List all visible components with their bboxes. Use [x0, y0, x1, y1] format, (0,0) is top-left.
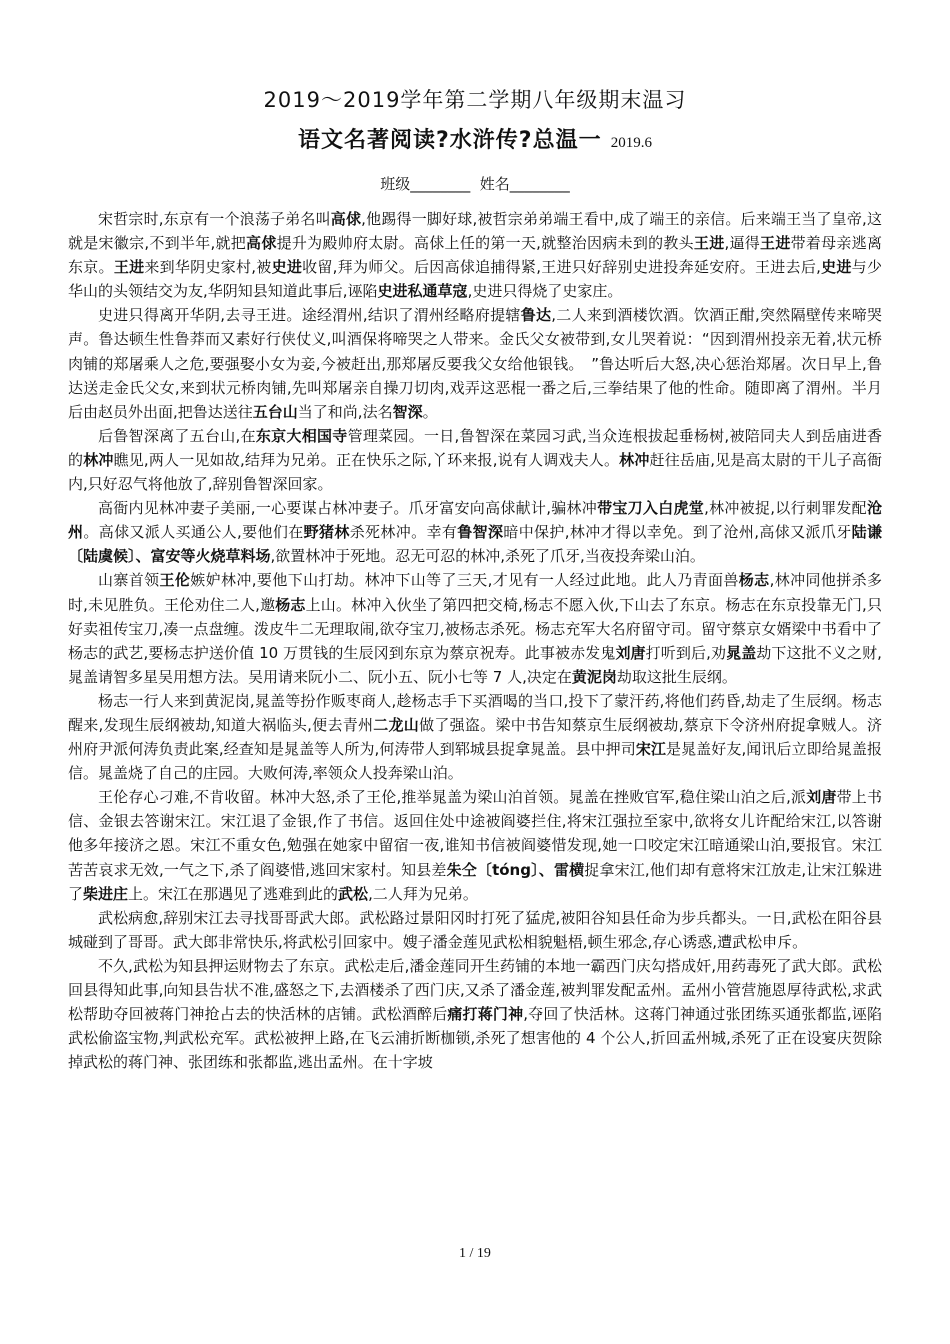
bold-term: 刘唐	[615, 643, 646, 662]
class-field: 班级________	[380, 175, 471, 193]
text-run: 后鲁智深离了五台山,在	[98, 426, 256, 445]
bold-term: 柴进庄	[83, 884, 129, 903]
text-run: 暗中保护,林冲才得以幸免。到了沧州,高俅又派爪牙	[503, 523, 852, 542]
text-run: 山寨首领	[98, 571, 160, 590]
text-run: 劫取这批生辰纲。	[616, 667, 737, 686]
text-run: 上山。林冲入伙坐了第四把交椅,杨志不愿入伙,下山去了东京。杨志在东京投靠无门,只好卖祖传宝刀,凑一点盘缠。泼皮牛二无理取闹,欲夺宝刀,被杨志杀死。杨志充军大名府留守司。留守蔡京女婿梁中书看中了杨志的武艺,要杨志护送价值 10 万贯钱的生辰冈到东京为蔡京祝寿。此事被赤发鬼	[68, 595, 882, 662]
text-run: 做了强盗。梁中书告知蔡京生辰纲被劫,蔡京下令济州府捉拿贼人。济州府尹派何涛负责此案,经查知是晁盖等人所为,何涛带人到郓城县捉拿晁盖。县中押司	[68, 715, 882, 759]
text-run: 史进只得离开华阴,去寻王进。途经渭州,结识了渭州经略府提辖	[98, 306, 521, 325]
text-run: 。高俅又派人买通公人,要他们在	[83, 523, 304, 542]
paragraph	[68, 207, 882, 303]
text-run: ,林冲被捉,以行刺罪发配	[704, 499, 867, 518]
bold-term: 王进	[760, 234, 791, 253]
text-run: ,史进只得烧了史家庄。	[467, 282, 623, 301]
text-run: ,他踢得一脚好球,被哲宗弟弟端王看中,成了端王的亲信。后来端王当了皇帝,这就是宋徽宗,不到半年,就把	[68, 210, 882, 253]
bold-term: 林冲	[619, 450, 650, 469]
bold-term: 王伦	[159, 571, 191, 590]
document-subtitle-line	[0, 123, 950, 154]
text-run: 上。宋江在那遇见了逃难到此的	[128, 884, 339, 903]
document-date: 2019.6	[610, 135, 652, 151]
text-run: 捉拿宋江,他们却有意将宋江放走,让宋江躲进了	[68, 860, 882, 903]
page-number: 1 / 19	[459, 1246, 491, 1261]
text-run: 来到华阴史家村,被	[144, 258, 272, 277]
text-run: ,逼得	[724, 234, 761, 253]
text-run: ,林冲同他拼杀多时,未见胜负。王伦劝住二人,邀	[68, 571, 882, 614]
text-run: 嫉妒林冲,要他下山打劫。林冲下山等了三天,才见有一人经过此地。此人乃青面兽	[190, 571, 739, 590]
paragraph	[68, 568, 882, 688]
bold-term: 高俅	[330, 210, 362, 228]
bold-term: 王进	[113, 258, 145, 277]
bold-term: 痛打蒋门神	[447, 1005, 524, 1024]
paragraph	[68, 303, 882, 423]
text-run: 王伦存心刁难,不肯收留。林冲大怒,杀了王伦,推举晁盖为梁山泊首领。晁盖在挫败官军,稳住梁山泊之后,派	[98, 788, 807, 807]
text-run: 杀死林冲。幸有	[349, 523, 458, 542]
bold-term: 杨志	[738, 571, 770, 590]
paragraph	[68, 906, 882, 954]
text-run: 提升为殿帅府太尉。高俅上任的第一天,就整治因病未到的教头	[276, 234, 694, 253]
bold-term: 史进	[820, 258, 852, 277]
text-run: 不久,武松为知县押运财物去了东京。武松走后,潘金莲同开生药铺的本地一霸西门庆勾搭成奸,用药毒死了武大郎。武松回县得知此事,向知县告状不准,盛怒之下,去酒楼杀了西门庆,又杀了潘金莲,被判罪发配孟州。孟州小管营施恩厚待武松,求武松帮助夺回被蒋门神抢占去的快活林的店铺。武松酒醉后	[68, 956, 882, 1024]
class-name-line	[0, 173, 950, 194]
text-run: ,欲置林冲于死地。忍无可忍的林冲,杀死了爪牙,当夜投奔梁山泊。	[270, 547, 705, 566]
bold-term: 鲁达	[520, 306, 552, 325]
paragraph	[68, 689, 882, 785]
document-title: 2019～2019学年第二学期八年级期末温习	[263, 88, 687, 112]
text-run: 。	[422, 402, 438, 421]
text-run: 杨志一行人来到黄泥岗,晁盖等扮作贩枣商人,趁杨志手下买酒喝的当口,投下了蒙汗药,将他们药昏,劫走了生辰纲。杨志醒来,发现生辰纲被劫,知道大祸临头,便去青州	[68, 691, 882, 734]
bold-term: 史进私通草寇	[377, 282, 468, 301]
text-run: 赶往岳庙,见是高太尉的干儿子高衙内,只好忍气将他放了,辞别鲁智深回家。	[68, 450, 882, 494]
text-run: ,夺回了快活林。这蒋门神通过张团练买通张都监,诬陷武松偷盗宝物,判武松充军。武松被押上路,在飞云浦折断枷锁,杀死了想害他的 4 个公人,折回孟州城,杀死了正在设宴庆贺除掉武松的蒋门神、张团练和张都监,逃出孟州。在十字坡	[68, 1005, 882, 1072]
bold-term: 鲁智深	[457, 523, 504, 542]
text-run: 带上书信、金银去答谢宋江。宋江退了金银,作了书信。返回住处中途被阎婆拦住,将宋江强拉至家中,欲将女儿许配给宋江,以答谢他多年接济之恩。宋江不重女色,勉强在她家中留宿一夜,谁知书信被阎婆惜发现,她一口咬定宋江暗通梁山泊,要报官。宋江苦苦哀求无效,一气之下,杀了阎婆惜,逃回宋家村。知县差	[68, 788, 882, 879]
bold-term: 刘唐	[806, 788, 837, 807]
bold-term: 二龙山	[373, 715, 420, 734]
text-run: 与少华山的头领结交为友,华阴知县知道此事后,诬陷	[68, 258, 882, 301]
bold-term: 野猪林	[303, 523, 350, 542]
document-body	[68, 207, 882, 1074]
paragraph	[68, 496, 882, 568]
paragraph	[68, 424, 882, 496]
paragraph	[68, 785, 882, 905]
text-run: 当了和尚,法名	[297, 402, 393, 421]
bold-term: 带宝刀入白虎堂	[597, 499, 705, 518]
text-run: ,二人来到酒楼饮酒。饮酒正酣,突然隔壁传来啼哭声。鲁达顿生性鲁莽而又素好行侠仗义,叫酒保将啼哭之人带来。金氏父女被带到,女儿哭着说：“因到渭州投亲无着,状元桥肉铺的郑屠乘人之危,要强娶小女为妾,今被赶出,那郑屠反要我父女给他银钱。 ”鲁达听后大怒,决心惩治郑屠。次日早上,鲁达送走金氏父女,来到状元桥肉铺,先叫郑屠亲自操刀切肉,戏弄这恶棍一番之后,三拳结果了他的性命。随即离了渭州。半月后由赵员外出面,把鲁达送往	[68, 306, 882, 421]
text-run: 劫下这批不义之财,晁盖请智多星吴用想方法。吴用请来阮小二、阮小五、阮小七等 7 人,决定在	[68, 643, 882, 686]
bold-term: 沧州	[68, 499, 882, 542]
bold-term: 陆谦〔陆虞候〕、富安等火烧草料场	[68, 523, 882, 566]
text-run: ,二人拜为兄弟。	[368, 884, 478, 903]
bold-term: 智深	[392, 402, 423, 421]
bold-term: 林冲	[83, 450, 114, 469]
text-run: 收留,拜为师父。后因高俅追捕得紧,王进只好辞别史进投奔延安府。王进去后,	[302, 258, 821, 277]
bold-term: 杨志	[275, 595, 306, 614]
bold-term: 武松	[338, 884, 369, 903]
bold-term: 五台山	[252, 402, 298, 421]
paragraph	[68, 954, 882, 1074]
bold-term: 朱仝〔tóng〕、雷横	[446, 860, 585, 879]
bold-term: 宋江	[635, 740, 667, 759]
text-run: 武松病愈,辞别宋江去寻找哥哥武大郎。武松路过景阳冈时打死了猛虎,被阳谷知县任命为步兵都头。一日,武松在阳谷县城碰到了哥哥。武大郎非常快乐,将武松引回家中。嫂子潘金莲见武松相貌魁梧,顿生邪念,存心诱惑,遭武松申斥。	[68, 908, 882, 951]
bold-term: 黄泥岗	[571, 667, 617, 686]
bold-term: 晁盖	[726, 643, 757, 662]
bold-term: 王进	[693, 234, 725, 253]
text-run: 打听到后,劝	[645, 643, 727, 662]
text-run: 瞧见,两人一见如故,结拜为兄弟。正在快乐之际,丫环来报,说有人调戏夫人。	[113, 450, 620, 469]
name-field: 姓名________	[479, 175, 570, 193]
subtitle-cut-glyph: ⼀	[578, 128, 602, 153]
text-run: 带着母亲逃离东京。	[68, 234, 882, 277]
text-run: 是晁盖好友,闻讯后立即给晁盖报信。晁盖烧了自己的庄园。大败何涛,率领众人投奔梁山泊。	[68, 740, 882, 783]
text-run: 管理菜园。一日,鲁智深在菜园习武,当众连根拔起垂杨树,被陪同夫人到岳庙进香的	[68, 426, 882, 469]
bold-term: 高俅	[246, 234, 277, 253]
bold-term: 东京大相国寺	[255, 426, 348, 445]
text-run: 宋哲宗时,东京有一个浪荡子弟名叫	[98, 210, 331, 228]
document-subtitle: 语文名著阅读?水浒传?总温	[298, 128, 579, 153]
bold-term: 史进	[271, 258, 303, 277]
text-run: 高衙内见林冲妻子美丽,一心要谋占林冲妻子。爪牙富安向高俅献计,骗林冲	[98, 499, 598, 518]
